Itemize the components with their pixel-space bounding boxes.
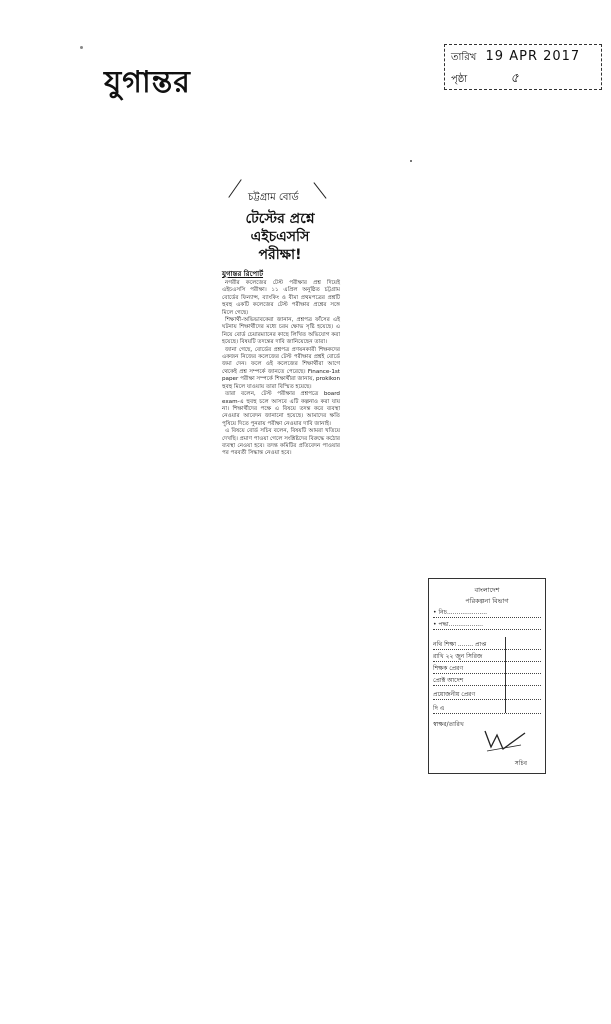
headline-line: পরীক্ষা! — [258, 247, 302, 263]
date-row — [451, 49, 580, 67]
office-receipt-stamp — [428, 578, 546, 774]
receipt-column-divider — [505, 637, 506, 713]
newspaper-masthead: যুগান্তর — [104, 65, 191, 100]
receipt-title: বাংলাদেশ — [474, 586, 500, 594]
article-body — [222, 280, 340, 458]
article-headline — [222, 210, 338, 264]
article-paragraph: জানা গেছে, বোর্ডের প্রশ্নপত্র প্রণয়নকারী শিক্ষকদের একজন নিজের কলেজের টেস্ট পরীক্ষার প্রশ্নই বোর্ডে জমা দেন। ফলে ওই কলেজের শিক্ষার্থীরা আগে থেকেই প্রশ্ন সম্পর্কে জানতে পেরেছে। Finance-1st paper পরীক্ষা সম্পর্কে শিক্ষার্থীরা জানায়, prokikon হুবহু মিলে যাওয়ায় তারা বিস্মিত হয়েছে। — [222, 346, 340, 390]
date-value: 19 APR 2017 — [485, 49, 581, 64]
signature-mark — [481, 725, 529, 753]
headline-line: টেস্টের প্রশ্নে — [245, 211, 315, 227]
article-kicker: চট্টগ্রাম বোর্ড — [248, 192, 299, 203]
receipt-footer: সচিব — [514, 760, 527, 767]
decorative-stroke — [313, 182, 326, 198]
article-byline: যুগান্তর রিপোর্ট — [222, 270, 264, 278]
page-label: পৃষ্ঠা — [451, 74, 468, 85]
receipt-sign-label: স্বাক্ষর/তারিখ — [433, 721, 464, 728]
receipt-line: প্রোক্ট আদেশ — [433, 675, 541, 686]
receipt-line: প্রয়োজনীয় প্রেরণ — [433, 689, 541, 700]
receipt-line: • নিচ..................... — [433, 607, 541, 618]
receipt-line: রাখি ২২ জুন সিরিজ — [433, 651, 541, 662]
headline-line: এইচএসসি — [250, 229, 310, 245]
receipt-line: নথি শিক্ষা ........ প্রাপ্ত — [433, 639, 541, 650]
article-paragraph: নগরীর কলেজের টেস্ট পরীক্ষার প্রশ্ন দিয়েই এইচএসসি পরীক্ষা। ১১ এপ্রিল অনুষ্ঠিত চট্টগ্রাম বোর্ডের ফিন্যান্স, ব্যাংকিং ও বীমা প্রথমপত্রের প্রশ্নটি হুবহু একটি কলেজের টেস্ট পরীক্ষার প্রশ্নের সঙ্গে মিলে গেছে। — [222, 280, 340, 316]
page-value: ৫ — [510, 71, 519, 86]
receipt-line: শিক্ষক প্রেরণ — [433, 663, 541, 674]
decorative-stroke — [228, 179, 241, 198]
article-paragraph: এ বিষয়ে বোর্ড সচিব বলেন, বিষয়টি আমরা খতিয়ে দেখছি। প্রমাণ পাওয়া গেলে সংশ্লিষ্টদের বিরুদ্ধে কঠোর ব্যবস্থা নেওয়া হবে। তদন্ত কমিটির প্রতিবেদন পাওয়ার পর পরবর্তী সিদ্ধান্ত নেওয়া হবে। — [222, 428, 340, 457]
receipt-line: • পদ্ধা.................. — [433, 619, 541, 630]
scan-speck — [410, 160, 412, 162]
date-label: তারিখ — [451, 52, 477, 63]
article-paragraph: শিক্ষার্থী-অভিভাবকেরা জানান, প্রশ্নপত্র ফাঁসের এই ঘটনায় শিক্ষার্থীদের মধ্যে চরম ক্ষোভ সৃষ্টি হয়েছে। এ নিয়ে বোর্ড চেয়ারম্যানের কাছে লিখিত অভিযোগ করা হয়েছে। বিষয়টি তদন্তের দাবি জানিয়েছেন তারা। — [222, 317, 340, 346]
page-row — [451, 69, 519, 90]
date-stamp — [444, 44, 602, 90]
scan-speck — [80, 46, 83, 49]
article-paragraph: তারা বলেন, টেস্ট পরীক্ষার প্রশ্নপত্রে board exam-এ হুবহু চলে আসবে এটি কল্পনাও করা যায় না। শিক্ষার্থীদের পক্ষে এ বিষয়ে তদন্ত করে ব্যবস্থা নেওয়ার আবেদন জানানো হয়েছে। আমাদের ক্ষতি পুষিয়ে দিতে পুনরায় পরীক্ষা নেওয়ার দাবি জানাই। — [222, 391, 340, 427]
receipt-line: দি এ — [433, 703, 541, 714]
receipt-subtitle: পরিকল্পনা বিভাগ — [465, 597, 509, 605]
